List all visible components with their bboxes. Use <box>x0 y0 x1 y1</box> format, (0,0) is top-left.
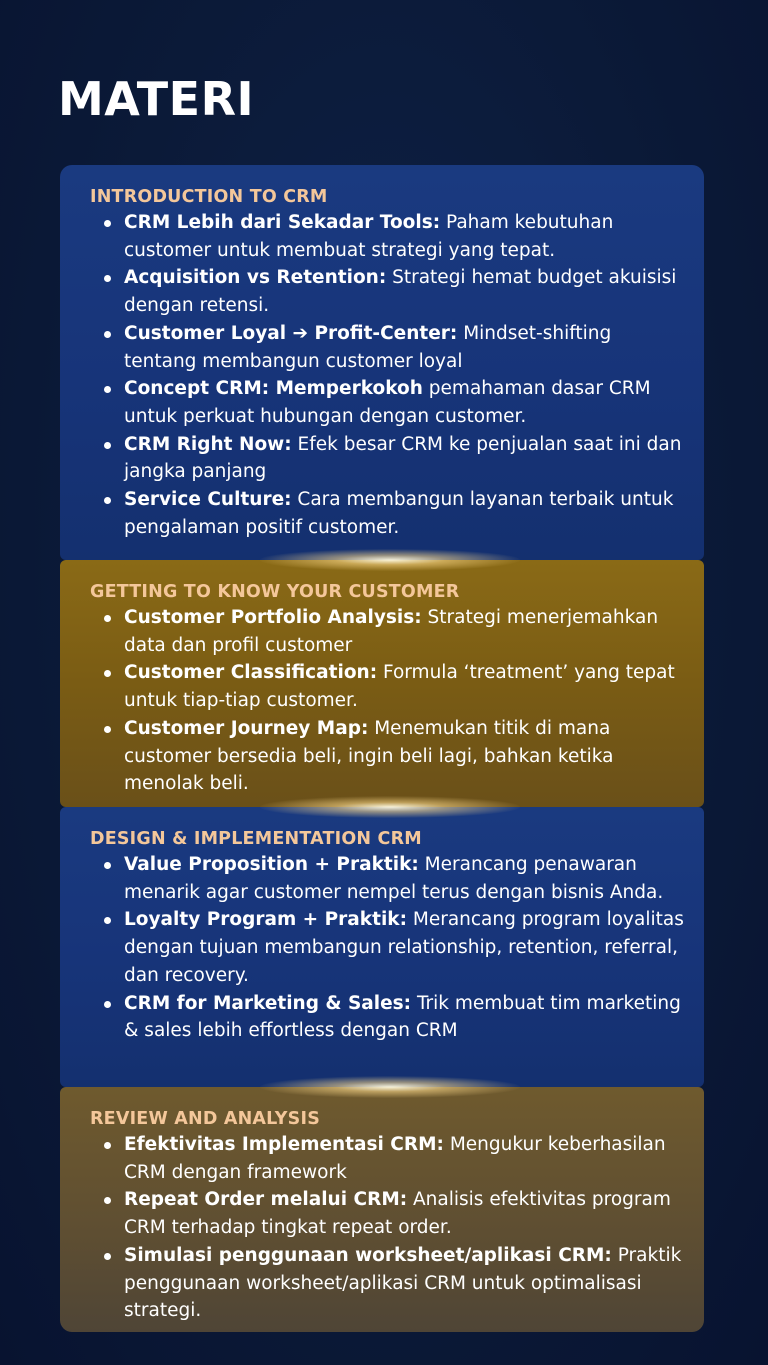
bullet-list <box>90 851 688 1045</box>
section-heading: GETTING TO KNOW YOUR CUSTOMER <box>90 582 460 602</box>
item-description: Efek besar CRM ke penjualan saat ini dan jangka panjang <box>124 433 682 483</box>
bullet-dot-icon <box>104 220 111 227</box>
section-getting-to-know-your-customer <box>60 560 704 807</box>
bullet-list <box>90 1131 688 1325</box>
list-item <box>90 851 688 906</box>
section-introduction-to-crm <box>60 165 704 560</box>
item-term: Loyalty Program + Praktik: <box>124 909 407 931</box>
list-item <box>90 431 688 486</box>
bullet-dot-icon <box>104 331 111 338</box>
bullet-list <box>90 209 688 541</box>
bullet-dot-icon <box>104 275 111 282</box>
item-description: Merancang program loyalitas dengan tujuan membangun relationship, retention, referral, dan recovery. <box>124 909 684 986</box>
list-item <box>90 604 688 659</box>
item-description: Paham kebutuhan customer untuk membuat strategi yang tepat. <box>124 212 614 261</box>
item-description: pemahaman dasar CRM untuk perkuat hubungan dengan customer. <box>124 378 651 427</box>
section-design-implementation-crm <box>60 807 704 1087</box>
page-title: MATERI <box>58 72 255 126</box>
bullet-dot-icon <box>104 615 111 622</box>
item-term: Customer Portfolio Analysis: <box>124 607 422 628</box>
section-review-and-analysis <box>60 1087 704 1332</box>
item-term: Customer Journey Map: <box>124 717 369 739</box>
bullet-list <box>90 604 688 798</box>
bullet-dot-icon <box>104 497 111 504</box>
item-description: Menemukan titik di mana customer bersedia beli, ingin beli lagi, bahkan ketika menolak beli. <box>124 717 614 795</box>
list-item <box>90 486 688 541</box>
item-description: Formula ‘treatment’ yang tepat untuk tiap-tiap customer. <box>124 662 675 712</box>
item-description: Cara membangun layanan terbaik untuk pengalaman positif customer. <box>124 489 674 538</box>
section-heading: INTRODUCTION TO CRM <box>90 187 328 207</box>
item-description: Praktik penggunaan worksheet/aplikasi CRM untuk optimalisasi strategi. <box>124 1244 682 1322</box>
list-item <box>90 715 688 798</box>
bullet-dot-icon <box>104 1197 111 1204</box>
item-description: Trik membuat tim marketing & sales lebih effortless dengan CRM <box>124 992 681 1042</box>
bullet-dot-icon <box>104 917 111 924</box>
item-term: CRM Right Now: <box>124 433 292 455</box>
item-description: Merancang penawaran menarik agar customer nempel terus dengan bisnis Anda. <box>124 854 664 903</box>
bullet-dot-icon <box>104 726 111 733</box>
item-term: Concept CRM: Memperkokoh <box>124 378 423 400</box>
item-term: CRM for Marketing & Sales: <box>124 992 412 1014</box>
bullet-dot-icon <box>104 862 111 869</box>
list-item <box>90 659 688 714</box>
item-description: Mengukur keberhasilan CRM dengan framework <box>124 1134 666 1183</box>
bullet-dot-icon <box>104 1142 111 1149</box>
bullet-dot-icon <box>104 386 111 393</box>
bullet-dot-icon <box>104 442 111 449</box>
list-item <box>90 320 688 375</box>
item-term: Service Culture: <box>124 489 292 511</box>
item-term: Acquisition vs Retention: <box>124 267 387 289</box>
bullet-dot-icon <box>104 1253 111 1260</box>
item-term: Efektivitas Implementasi CRM: <box>124 1134 444 1155</box>
section-heading: REVIEW AND ANALYSIS <box>90 1109 320 1129</box>
list-item <box>90 209 688 264</box>
list-item <box>90 990 688 1045</box>
item-term: Customer Loyal ➔ Profit-Center: <box>124 322 458 344</box>
item-term: Customer Classification: <box>124 662 378 684</box>
list-item <box>90 906 688 989</box>
item-term: Repeat Order melalui CRM: <box>124 1189 408 1211</box>
list-item <box>90 1131 688 1186</box>
item-term: Value Proposition + Praktik: <box>124 854 419 875</box>
item-description: Analisis efektivitas program CRM terhadap tingkat repeat order. <box>124 1189 671 1239</box>
list-item <box>90 1242 688 1325</box>
bullet-dot-icon <box>104 1001 111 1008</box>
item-term: CRM Lebih dari Sekadar Tools: <box>124 212 441 233</box>
bullet-dot-icon <box>104 670 111 677</box>
item-description: Mindset-shifting tentang membangun customer loyal <box>124 322 612 372</box>
list-item <box>90 1186 688 1241</box>
list-item <box>90 375 688 430</box>
item-description: Strategi hemat budget akuisisi dengan retensi. <box>124 267 677 317</box>
section-heading: DESIGN & IMPLEMENTATION CRM <box>90 829 422 849</box>
item-description: Strategi menerjemahkan data dan profil customer <box>124 607 659 656</box>
list-item <box>90 264 688 319</box>
item-term: Simulasi penggunaan worksheet/aplikasi CRM: <box>124 1244 612 1266</box>
